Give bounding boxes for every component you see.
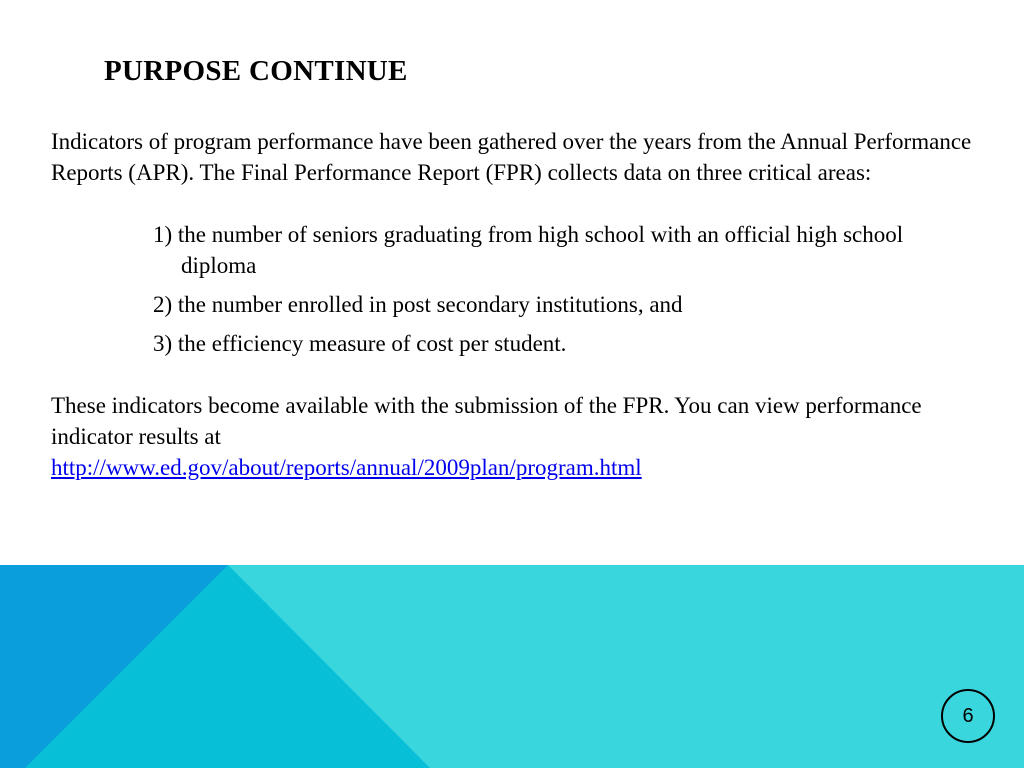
decorative-band bbox=[0, 565, 1024, 768]
indicator-list bbox=[51, 219, 991, 359]
slide-body bbox=[51, 126, 991, 483]
list-item: 3) the efficiency measure of cost per student. bbox=[153, 331, 567, 356]
program-link[interactable]: http://www.ed.gov/about/reports/annual/2009plan/program.html bbox=[51, 455, 642, 480]
list-item: 1) the number of seniors graduating from high school with an official high school diploma bbox=[153, 222, 904, 278]
slide-title: PURPOSE CONTINUE bbox=[104, 55, 408, 87]
page-number-badge: 6 bbox=[941, 689, 995, 743]
intro-paragraph: Indicators of program performance have been gathered over the years from the Annual Performance Reports (APR). The Final Performance Report (FPR) collects data on three critical areas: bbox=[51, 129, 972, 185]
closing-paragraph bbox=[51, 390, 991, 483]
list-item: 2) the number enrolled in post secondary institutions, and bbox=[153, 292, 683, 317]
closing-text: These indicators become available with the submission of the FPR. You can view performance indicator results at bbox=[51, 393, 922, 449]
